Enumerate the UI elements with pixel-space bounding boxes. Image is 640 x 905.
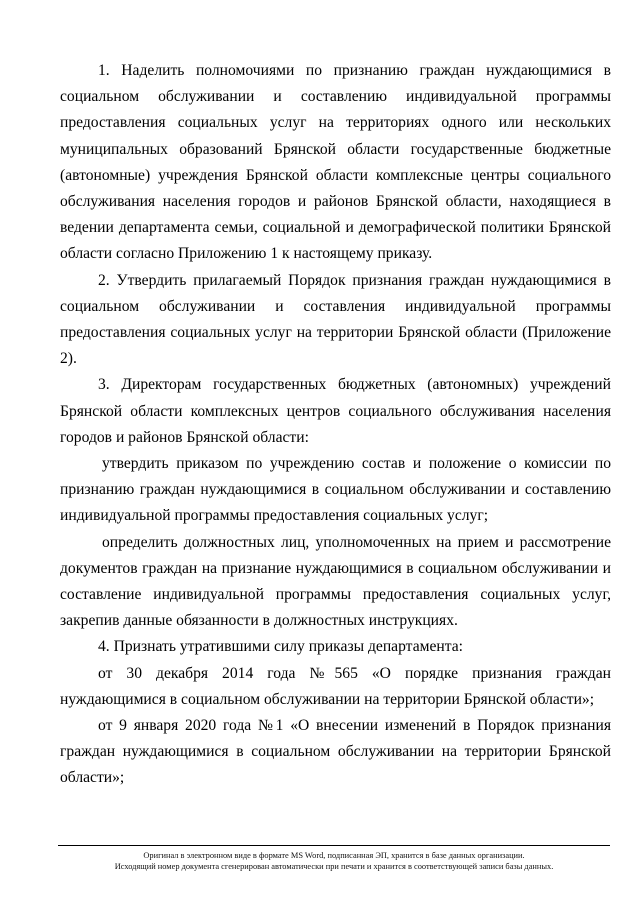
paragraph-subitem-approve: утвердить приказом по учреждению состав и положение о комиссии по признанию граждан нуждающимися в социальном обслуживании и составлению индивидуальной программы предоставления социальных услуг;: [60, 455, 611, 525]
document-footer: [58, 850, 610, 872]
paragraph-repealed-order-565: от 30 декабря 2014 года №565 «О порядке признания граждан нуждающимися в социальном обслуживании на территории Брянской области»;: [60, 664, 611, 708]
paragraph-repealed-order-1: от 9 января 2020 года №1 «О внесении изменений в Порядок признания граждан нуждающимися в социальном обслуживании на территории Брянской области»;: [60, 717, 611, 787]
paragraph-item-1: 1. Наделить полномочиями по признанию граждан нуждающимися в социальном обслуживании и составлению индивидуальной программы предоставления социальных услуг на территориях одного или нескольких муниципальных образований Брянской области государственные бюджетные (автономные) учреждения Брянской области комплексные центры социального обслуживания населения городов и районов Брянской области, находящиеся в ведении департамента семьи, социальной и демографической политики Брянской области согласно Приложению 1 к настоящему приказу.: [60, 62, 611, 263]
footer-line-original: Оригинал в электронном виде в формате MS Word, подписанная ЭП, хранится в базе данных организации.: [143, 851, 525, 860]
paragraph-subitem-define: определить должностных лиц, уполномоченных на прием и рассмотрение документов граждан на признание нуждающимися в социальном обслуживании и составление индивидуальной программы предоставления социальных услуг, закрепив данные обязанности в должностных инструкциях.: [60, 533, 611, 630]
paragraph-item-3: 3. Директорам государственных бюджетных (автономных) учреждений Брянской области комплексных центров социального обслуживания населения городов и районов Брянской области:: [60, 376, 611, 446]
document-body: [60, 58, 611, 792]
paragraph-item-4: 4. Признать утратившими силу приказы департамента:: [98, 638, 464, 656]
footer-line-number: Исходящий номер документа сгенерирован автоматически при печати и хранится в соответствующей записи базы данных.: [114, 862, 554, 871]
paragraph-item-2: 2. Утвердить прилагаемый Порядок признания граждан нуждающимися в социальном обслуживании и составления индивидуальной программы предоставления социальных услуг на территории Брянской области (Приложение 2).: [60, 271, 611, 368]
footer-divider: [58, 845, 610, 846]
